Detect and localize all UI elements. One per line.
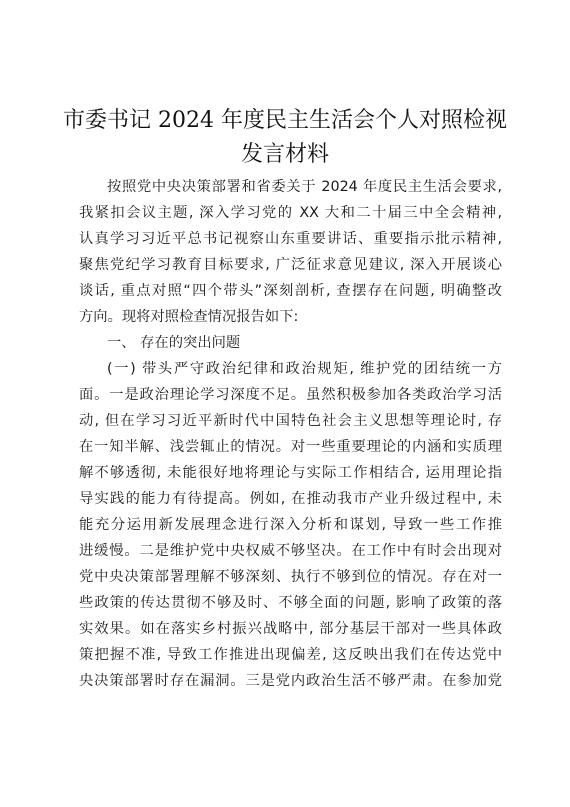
body-line: 些政策的传达贯彻不够及时、不够全面的问题, 影响了政策的落 [79,595,502,611]
document-title-line-2: 发言材料 [240,142,329,167]
body-line: 谈话, 重点对照“四个带头”深刻剖析, 查摆存在问题, 明确整改 [79,283,502,299]
section-heading: 一、 存在的突出问题 [107,335,241,351]
body-line: 方向。现将对照检查情况报告如下: [79,309,299,325]
body-line: 进缓慢。二是维护党中央权威不够坚决。在工作中有时会出现对 [79,543,502,559]
body-line: 动, 但在学习习近平新时代中国特色社会主义思想等理论时, 存 [79,413,502,429]
body-line: 实效果。如在落实乡村振兴战略中, 部分基层干部对一些具体政 [79,621,502,637]
body-line: 认真学习习近平总书记视察山东重要讲话、重要指示批示精神, [79,231,502,247]
document-title-line-1: 市委书记 2024 年度民主生活会个人对照检视 [63,108,507,133]
body-line: 央决策部署时存在漏洞。三是党内政治生活不够严肃。在参加党 [79,673,502,689]
body-line: 党中央决策部署理解不够深刻、执行不够到位的情况。存在对一 [79,569,502,585]
body-line: 在一知半解、浅尝辄止的情况。对一些重要理论的内涵和实质理 [79,439,502,455]
body-line: 面。一是政治理论学习深度不足。虽然积极参加各类政治学习活 [79,387,502,403]
body-line: (一) 带头严守政治纪律和政治规矩, 维护党的团结统一方 [107,361,502,377]
body-line: 策把握不准, 导致工作推进出现偏差, 这反映出我们在传达党中 [79,647,502,663]
body-line: 解不够透彻, 未能很好地将理论与实际工作相结合, 运用理论指 [79,465,502,481]
body-line: 导实践的能力有待提高。例如, 在推动我市产业升级过程中, 未 [79,491,502,507]
body-line: 我紧扣会议主题, 深入学习党的 XX 大和二十届三中全会精神, [79,205,502,221]
body-line: 聚焦党纪学习教育目标要求, 广泛征求意见建议, 深入开展谈心 [79,257,502,273]
body-line: 按照党中央决策部署和省委关于 2024 年度民主生活会要求, [107,179,502,195]
body-line: 能充分运用新发展理念进行深入分析和谋划, 导致一些工作推 [79,517,502,533]
